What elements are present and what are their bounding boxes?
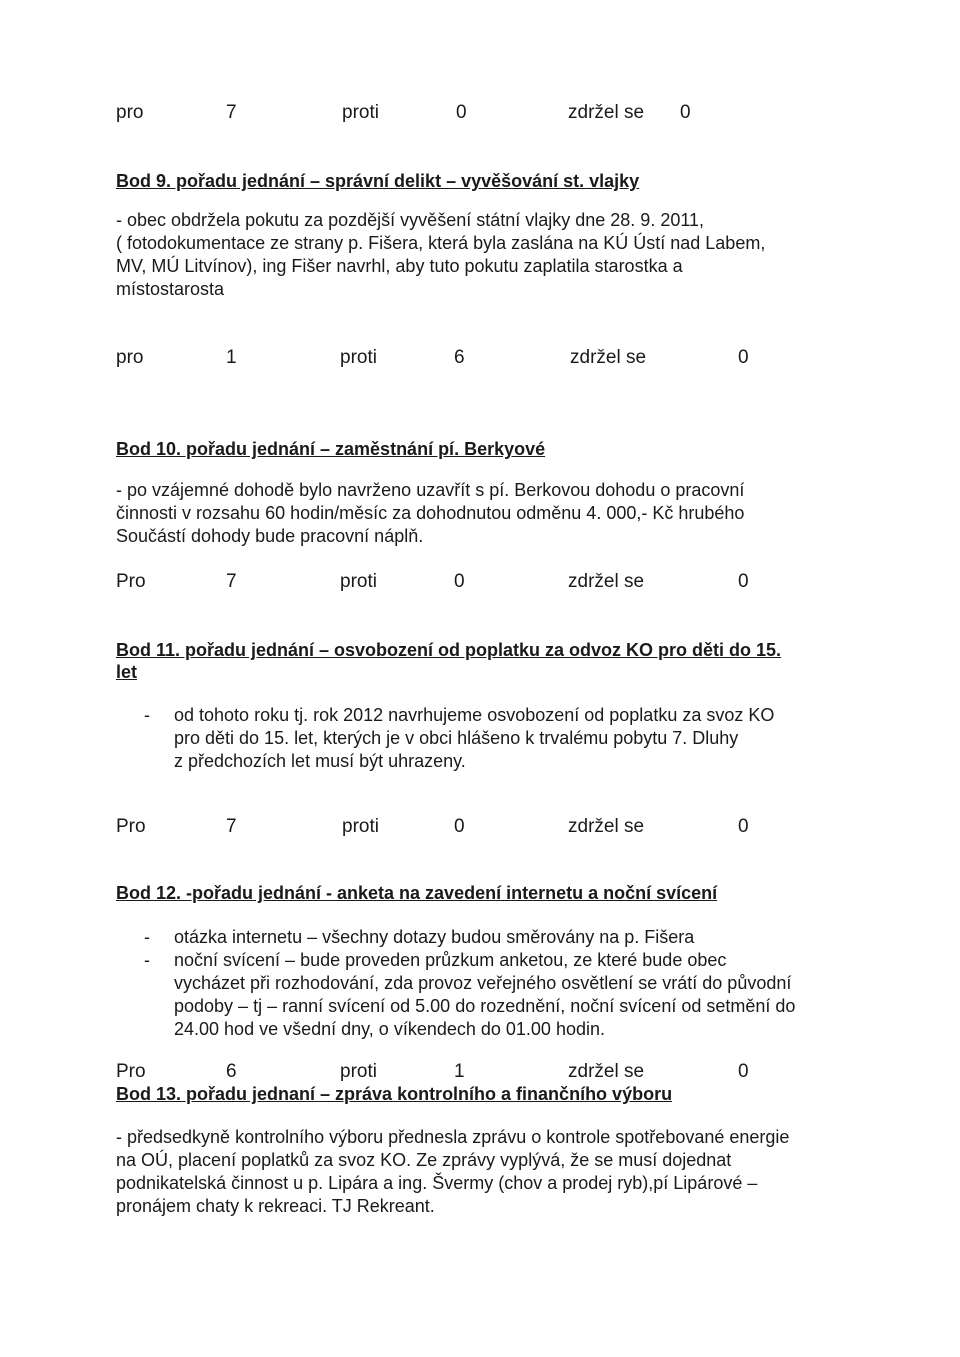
zdrzel-count: 0 [738, 571, 749, 592]
bullet-dash: - [144, 950, 150, 970]
pro-count: 7 [226, 102, 237, 123]
bod9-line-1: - obec obdržela pokutu za pozdější vyvěšení státní vlajky dne 28. 9. 2011, [116, 210, 705, 230]
bod10-text [116, 479, 744, 548]
bullet-dash: - [144, 705, 150, 725]
proti-count: 0 [456, 102, 467, 123]
bod9-line-3: MV, MÚ Litvínov), ing Fišer navrhl, aby tuto pokutu zaplatila starostka a [116, 256, 683, 276]
vote-row-4 [116, 816, 816, 840]
pro-label: pro [116, 102, 144, 123]
bod12-bullet-svíceni [116, 949, 795, 1041]
pro-count: 7 [226, 816, 237, 837]
proti-label: proti [340, 347, 377, 368]
bod13-heading: Bod 13. pořadu jednaní – zpráva kontrolního a finančního výboru [116, 1084, 673, 1104]
proti-count: 0 [454, 816, 465, 837]
bod12-bullet2-line-3: podoby – tj – ranní svícení od 5.00 do rozednění, noční svícení od setmění do [174, 996, 796, 1016]
bod10-line-1: - po vzájemné dohodě bylo navrženo uzavřít s pí. Berkovou dohodu o pracovní [116, 480, 745, 500]
pro-label: Pro [116, 816, 146, 837]
bod12-bullet-internet [116, 926, 795, 949]
pro-label: Pro [116, 571, 146, 592]
proti-count: 1 [454, 1061, 465, 1082]
vote-row-1 [116, 102, 816, 126]
bod12-bullet2-line-1: noční svícení – bude proveden průzkum anketou, ze které bude obec [174, 950, 727, 970]
zdrzel-count: 0 [738, 1061, 749, 1082]
bod9-line-2: ( fotodokumentace ze strany p. Fišera, která byla zaslána na KÚ Ústí nad Labem, [116, 233, 766, 253]
vote-row-2 [116, 347, 816, 371]
bod12-bullet1-line-1: otázka internetu – všechny dotazy budou směrovány na p. Fišera [174, 927, 695, 947]
bod10-heading: Bod 10. pořadu jednání – zaměstnání pí. Berkyové [116, 439, 546, 459]
proti-label: proti [342, 816, 379, 837]
bod12-heading: Bod 12. -pořadu jednání - anketa na zavedení internetu a noční svícení [116, 883, 718, 903]
bod11-heading-line-2: let [116, 662, 138, 682]
vote-row-3 [116, 571, 816, 595]
bod13-line-3: podnikatelská činnost u p. Lipára a ing. Švermy (chov a prodej ryb),pí Lipárové – [116, 1173, 758, 1193]
bod11-line-1: od tohoto roku tj. rok 2012 navrhujeme osvobození od poplatku za svoz KO [174, 705, 775, 725]
proti-count: 6 [454, 347, 465, 368]
zdrzel-count: 0 [738, 347, 749, 368]
bod13-line-1: - předsedkyně kontrolního výboru přednesla zprávu o kontrole spotřebované energie [116, 1127, 790, 1147]
zdrzel-label: zdržel se [568, 816, 645, 837]
bod9-line-4: místostarosta [116, 279, 225, 299]
zdrzel-label: zdržel se [568, 102, 645, 123]
pro-count: 1 [226, 347, 237, 368]
zdrzel-count: 0 [738, 816, 749, 837]
pro-label: Pro [116, 1061, 146, 1082]
bod11-text [116, 704, 774, 773]
bod11-heading-line-1: Bod 11. pořadu jednání – osvobození od poplatku za odvoz KO pro děti do 15. [116, 640, 782, 660]
bod9-text [116, 209, 765, 301]
proti-label: proti [340, 1061, 377, 1082]
bod13-line-4: pronájem chaty k rekreaci. TJ Rekreant. [116, 1196, 435, 1216]
bod10-line-3: Součástí dohody bude pracovní náplň. [116, 526, 424, 546]
bod11-line-2: pro děti do 15. let, kterých je v obci hlášeno k trvalému pobytu 7. Dluhy [174, 728, 739, 748]
pro-label: pro [116, 347, 144, 368]
proti-label: proti [340, 571, 377, 592]
proti-label: proti [342, 102, 379, 123]
zdrzel-label: zdržel se [570, 347, 647, 368]
bod12-bullet2-line-4: 24.00 hod ve všední dny, o víkendech do 01.00 hodin. [174, 1019, 605, 1039]
bullet-dash: - [144, 927, 150, 947]
zdrzel-label: zdržel se [568, 571, 645, 592]
bod11-line-3: z předchozích let musí být uhrazeny. [174, 751, 466, 771]
proti-count: 0 [454, 571, 465, 592]
bod12-text [116, 926, 795, 1041]
vote-row-5 [116, 1061, 816, 1085]
bod12-bullet2-line-2: vycházet při rozhodování, zda provoz veřejného osvětlení se vrátí do původní [174, 973, 792, 993]
bod13-text [116, 1126, 789, 1218]
zdrzel-label: zdržel se [568, 1061, 645, 1082]
bod11-bullet [116, 704, 774, 773]
pro-count: 6 [226, 1061, 237, 1082]
bod9-heading: Bod 9. pořadu jednání – správní delikt – vyvěšování st. vlajky [116, 171, 640, 191]
zdrzel-count: 0 [680, 102, 691, 123]
bod10-line-2: činnosti v rozsahu 60 hodin/měsíc za dohodnutou odměnu 4. 000,- Kč hrubého [116, 503, 745, 523]
bod13-line-2: na OÚ, placení poplatků za svoz KO. Ze zprávy vyplývá, že se musí dojednat [116, 1150, 732, 1170]
pro-count: 7 [226, 571, 237, 592]
